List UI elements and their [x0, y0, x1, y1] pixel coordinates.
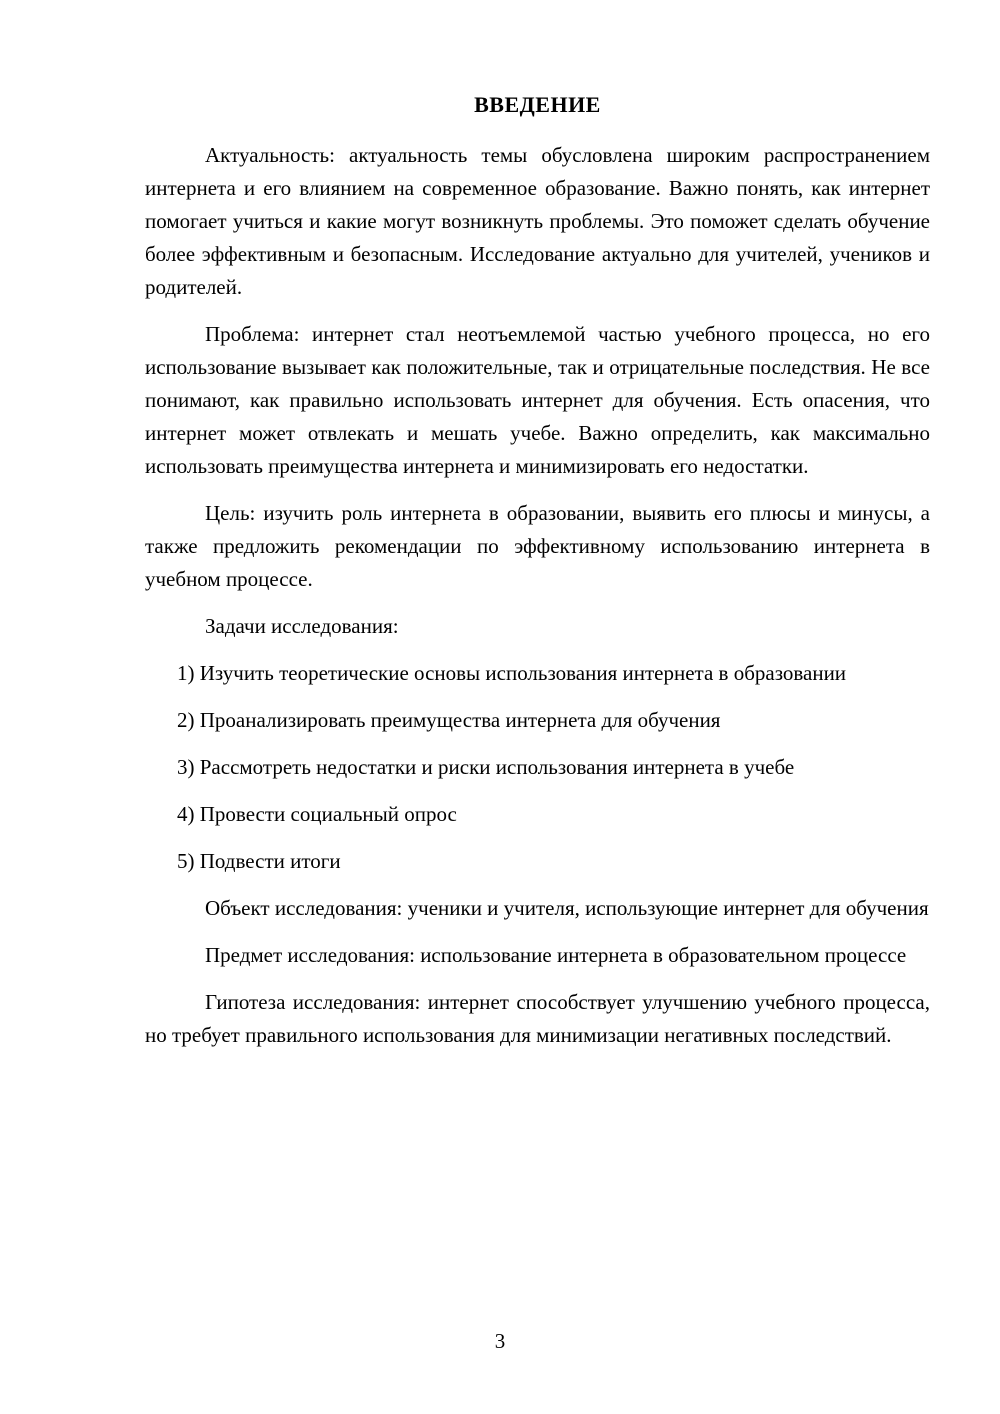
paragraph-predmet: Предмет исследования: использование интернета в образовательном процессе	[205, 943, 907, 967]
paragraph-zadachi-heading: Задачи исследования:	[205, 614, 399, 638]
task-item-1: 1) Изучить теоретические основы использования интернета в образовании	[177, 661, 847, 685]
task-item-2: 2) Проанализировать преимущества интернета для обучения	[177, 708, 721, 732]
paragraph-problema: Проблема: интернет стал неотъемлемой частью учебного процесса, но его использование вызывает как положительные, так и отрицательные последствия. Не все понимают, как правильно использовать интернет для обучения. Есть опасения, что интернет может отвлекать и мешать учебе. Важно определить, как максимально использовать преимущества интернета и минимизировать его недостатки.	[145, 322, 930, 478]
document-title: ВВЕДЕНИЕ	[474, 92, 601, 117]
paragraph-gipoteza: Гипотеза исследования: интернет способствует улучшению учебного процесса, но требует правильного использования для минимизации негативных последствий.	[145, 990, 930, 1047]
document-content	[145, 88, 930, 1066]
page-number: 3	[494, 1329, 506, 1353]
task-item-5: 5) Подвести итоги	[177, 849, 341, 873]
task-item-3: 3) Рассмотреть недостатки и риски использования интернета в учебе	[177, 755, 795, 779]
paragraph-obyekt: Объект исследования: ученики и учителя, использующие интернет для обучения	[205, 896, 929, 920]
paragraph-tsel: Цель: изучить роль интернета в образовании, выявить его плюсы и минусы, а также предложить рекомендации по эффективному использованию интернета в учебном процессе.	[145, 501, 930, 591]
task-item-4: 4) Провести социальный опрос	[177, 802, 457, 826]
paragraph-aktualnost: Актуальность: актуальность темы обусловлена широким распространением интернета и его влиянием на современное образование. Важно понять, как интернет помогает учиться и какие могут возникнуть проблемы. Это поможет сделать обучение более эффективным и безопасным. Исследование актуально для учителей, учеников и родителей.	[145, 143, 930, 299]
